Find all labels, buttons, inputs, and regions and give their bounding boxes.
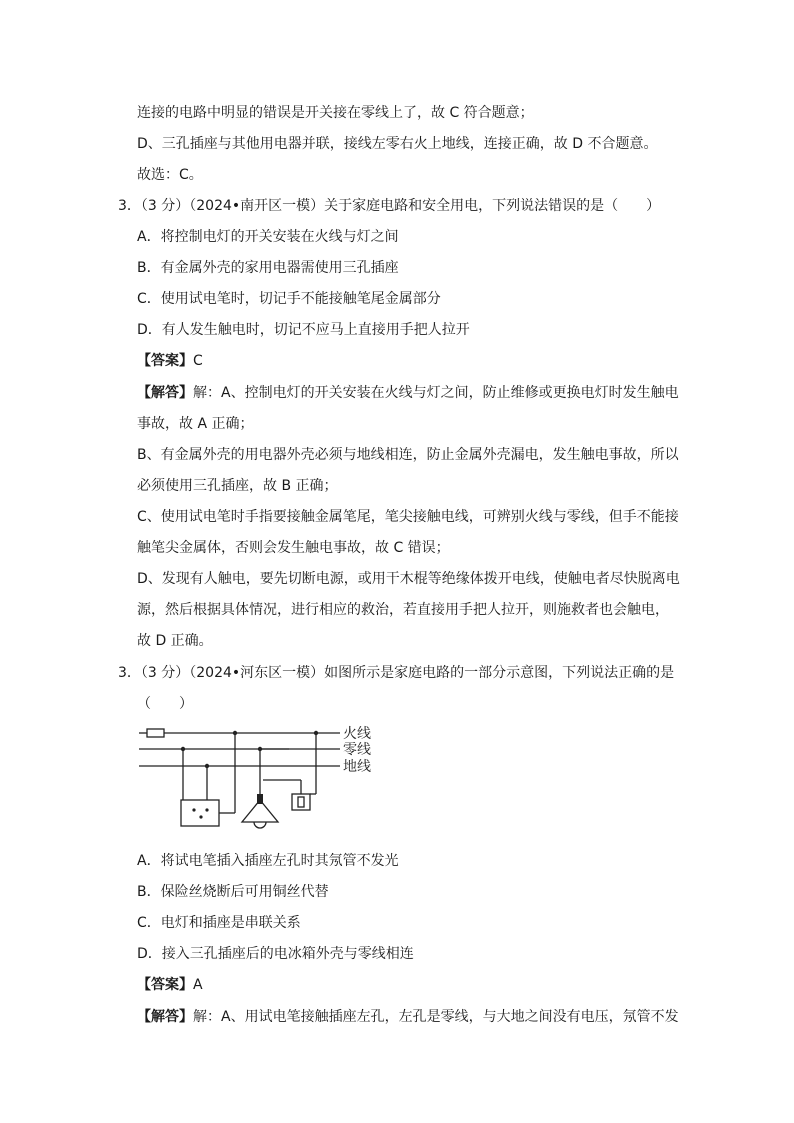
option-b: B．保险丝烧断后可用铜丝代替 [137, 884, 329, 900]
analysis-line: B、有金属外壳的用电器外壳必须与地线相连，防止金属外壳漏电，发生触电事故，所以 [137, 447, 679, 463]
analysis-line: 事故，故 A 正确； [137, 416, 254, 432]
analysis-line: D、发现有人触电，要先切断电源，或用干木棍等绝缘体拨开电线，使触电者尽快脱离电 [137, 571, 680, 587]
option-d: D．有人发生触电时，切记不应马上直接用手把人拉开 [137, 322, 470, 338]
analysis-tag: 【解答】 [137, 1009, 193, 1025]
answer-value: A [193, 977, 203, 993]
option-d: D．接入三孔插座后的电冰箱外壳与零线相连 [137, 946, 414, 962]
analysis-text: 解：A、用试电笔接触插座左孔，左孔是零线，与大地之间没有电压，氖管不发 [193, 1009, 679, 1025]
analysis-line: C、使用试电笔时手指要接触金属笔尾，笔尖接触电线，可辨别火线与零线，但手不能接 [137, 509, 679, 525]
analysis-line: 故 D 正确。 [137, 633, 213, 649]
option-a: A．将控制电灯的开关安装在火线与灯之间 [137, 229, 399, 245]
option-c: C．使用试电笔时，切记手不能接触笔尾金属部分 [137, 291, 441, 307]
socket-symbol [181, 800, 219, 826]
analysis-line: 源，然后根据具体情况，进行相应的救治，若直接用手把人拉开，则施救者也会触电， [137, 602, 669, 618]
option-c: C．电灯和插座是串联关系 [137, 915, 301, 931]
question-blank: （ ） [137, 696, 193, 712]
question-heading: 3．（3 分）（2024•南开区一模）关于家庭电路和安全用电，下列说法错误的是（ ） [118, 198, 661, 214]
analysis-line: 必须使用三孔插座，故 B 正确； [137, 478, 338, 494]
neutral-wire-label: 零线 [343, 742, 371, 758]
prev-line-3: 故选：C。 [137, 167, 203, 183]
option-a: A．将试电笔插入插座左孔时其氖管不发光 [137, 853, 399, 869]
prev-line-1: 连接的电路中明显的错误是开关接在零线上了，故 C 符合题意； [137, 105, 534, 121]
circuit-diagram [135, 722, 395, 832]
live-wire-label: 火线 [343, 726, 371, 742]
answer-tag: 【答案】 [137, 977, 193, 993]
analysis-text: 解：A、控制电灯的开关安装在火线与灯之间，防止维修或更换电灯时发生触电 [193, 385, 679, 401]
question-heading: 3．（3 分）（2024•河东区一模）如图所示是家庭电路的一部分示意图，下列说法正确的是 [118, 665, 675, 681]
answer-tag: 【答案】 [137, 353, 193, 369]
fuse-symbol [147, 729, 164, 737]
answer-line [137, 976, 203, 994]
analysis-line [137, 384, 679, 402]
answer-value: C [193, 353, 203, 369]
analysis-tag: 【解答】 [137, 385, 193, 401]
prev-line-2: D、三孔插座与其他用电器并联，接线左零右火上地线，连接正确，故 D 不合题意。 [137, 136, 658, 152]
earth-wire-label: 地线 [343, 759, 371, 775]
analysis-line: 触笔尖金属体，否则会发生触电事故，故 C 错误； [137, 540, 450, 556]
answer-line [137, 352, 203, 370]
option-b: B．有金属外壳的家用电器需使用三孔插座 [137, 260, 399, 276]
analysis-line [137, 1008, 679, 1026]
